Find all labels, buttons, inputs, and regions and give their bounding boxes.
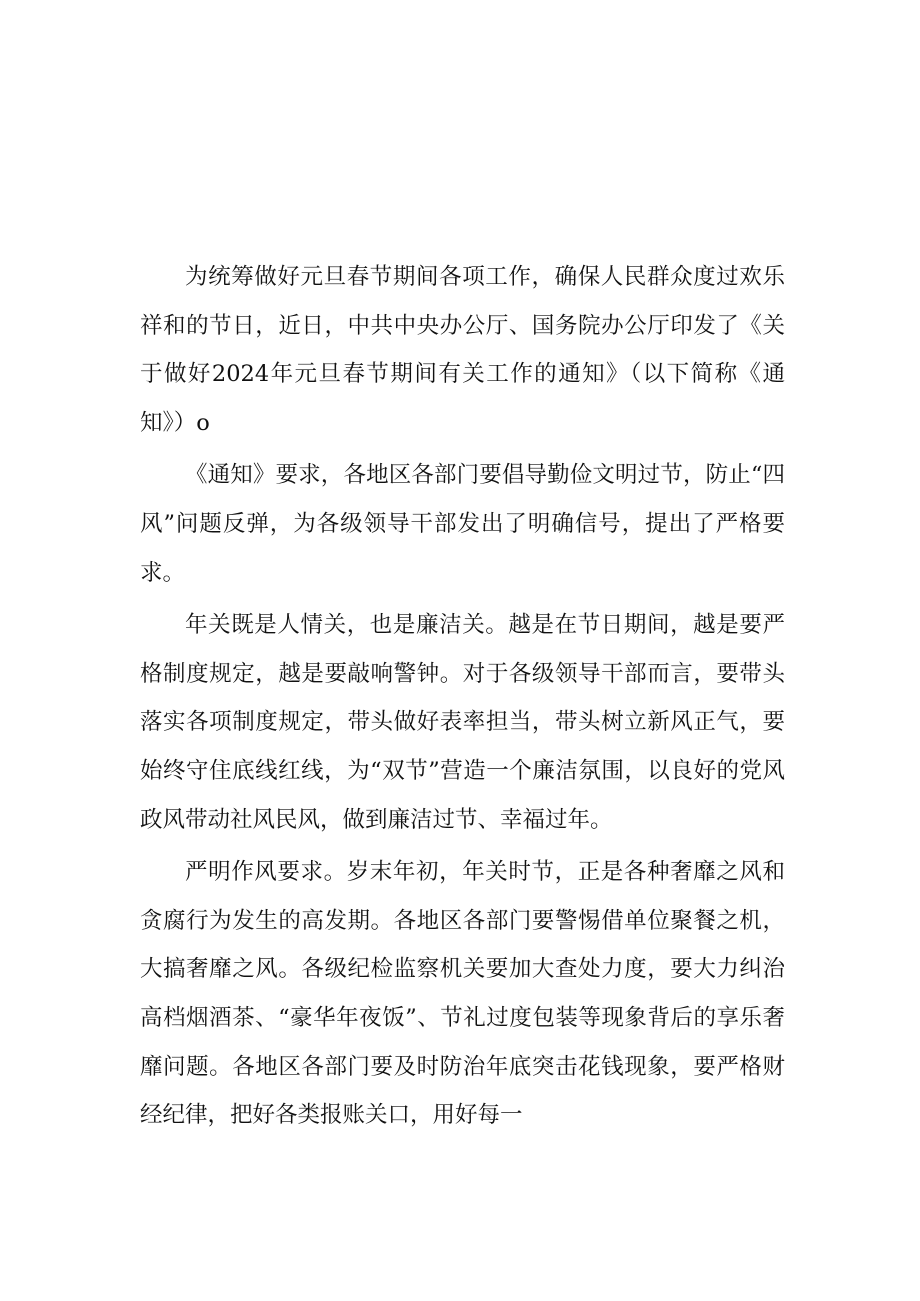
paragraph-work-style: 严明作风要求。岁末年初，年关时节，正是各种奢靡之风和贪腐行为发生的高发期。各地区各部门要警惕借单位聚餐之机，大搞奢靡之风。各级纪检监察机关要加大查处力度，要大力纠治高档烟酒茶、“豪华年夜饭”、节礼过度包装等现象背后的享乐奢靡问题。各地区各部门要及时防治年底突击花钱现象，要严格财经纪律，把好各类报账关口，用好每一 [140, 859, 785, 1129]
paragraph-notice-requirements: 《通知》要求，各地区各部门要倡导勤俭文明过节，防止“四风”问题反弹，为各级领导干部发出了明确信号，提出了严格要求。 [140, 462, 785, 586]
paragraph-integrity: 年关既是人情关，也是廉洁关。越是在节日期间，越是要严格制度规定，越是要敲响警钟。对于各级领导干部而言，要带头落实各项制度规定，带头做好表率担当，带头树立新风正气，要始终守住底线红线，为“双节”营造一个廉洁氛围，以良好的党风政风带动社风民风，做到廉洁过节、幸福过年。 [140, 612, 785, 833]
document-body [140, 253, 785, 1140]
paragraph-intro: 为统筹做好元旦春节期间各项工作，确保人民群众度过欢乐祥和的节日，近日，中共中央办公厅、国务院办公厅印发了《关于做好2024年元旦春节期间有关工作的通知》（以下简称《通知》）o [140, 264, 785, 436]
